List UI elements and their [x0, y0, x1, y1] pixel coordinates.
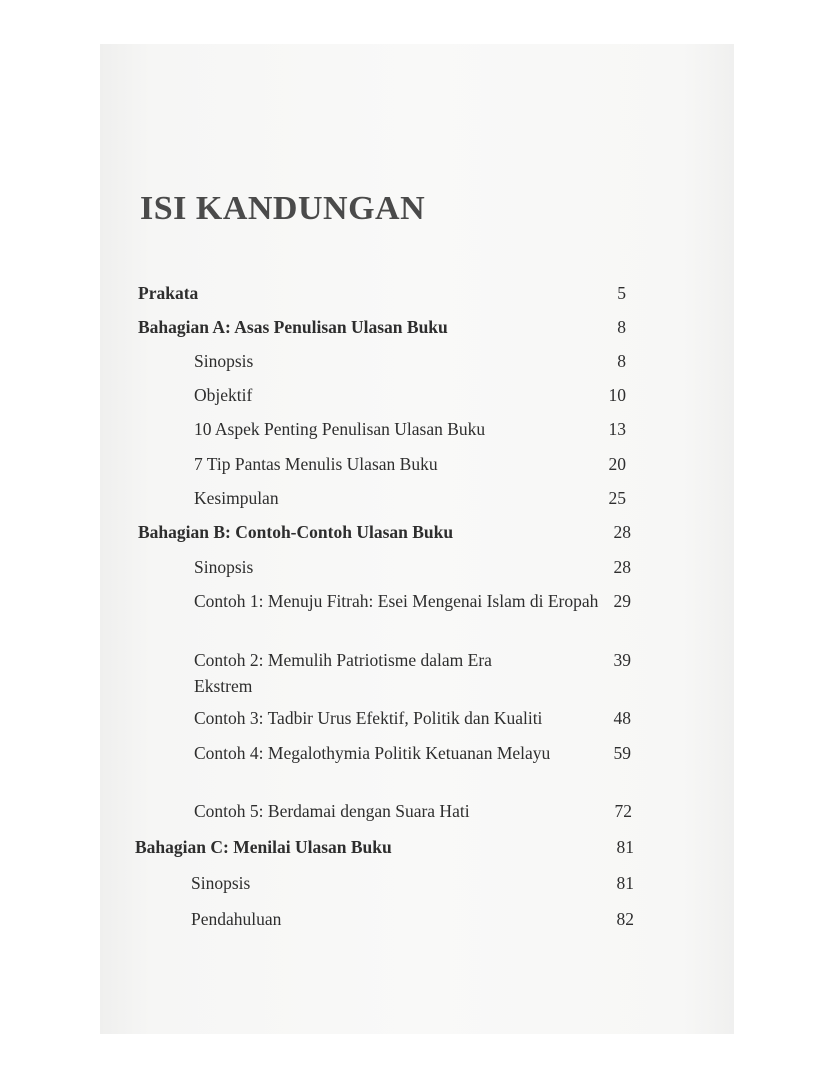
toc-entry-label: Objektif: [194, 385, 253, 405]
toc-entry-page: 29: [613, 591, 631, 611]
toc-entry-label: Contoh 3: Tadbir Urus Efektif, Politik dan Kualiti: [194, 708, 543, 728]
toc-entry-page: 8: [617, 317, 626, 337]
toc-entry-label: Kesimpulan: [194, 488, 279, 508]
toc-entry-page: 82: [616, 909, 634, 929]
toc-entry-page: 13: [608, 419, 626, 439]
toc-entry-label: Sinopsis: [191, 873, 251, 893]
toc-entry-label: Pendahuluan: [191, 909, 282, 929]
toc-entry-page: 39: [613, 650, 631, 670]
toc-entry-label: Contoh 2: Memulih Patriotisme dalam Era Ekstrem: [194, 650, 492, 696]
toc-entry-label: 7 Tip Pantas Menulis Ulasan Buku: [194, 454, 438, 474]
toc-entry-page: 10: [608, 385, 626, 405]
toc-entry-label: 10 Aspek Penting Penulisan Ulasan Buku: [194, 419, 486, 439]
toc-entry-page: 20: [608, 454, 626, 474]
toc-entry-page: 59: [613, 743, 631, 763]
page-title: ISI KANDUNGAN: [140, 190, 426, 227]
toc-entry-label: Bahagian C: Menilai Ulasan Buku: [135, 837, 392, 857]
toc-entry-page: 81: [616, 873, 634, 893]
toc-entry-page: 25: [608, 488, 626, 508]
toc-entry-page: 48: [613, 708, 631, 728]
toc-entry-page: 72: [614, 801, 632, 821]
toc-entry-page: 28: [613, 557, 631, 577]
toc-entry-label: Sinopsis: [194, 351, 254, 371]
toc-entry-page: 28: [613, 522, 631, 542]
toc-entry-page: 5: [617, 283, 626, 303]
toc-entry-page: 8: [617, 351, 626, 371]
toc-entry-label: Bahagian B: Contoh-Contoh Ulasan Buku: [138, 522, 454, 542]
toc-entry-page: 81: [616, 837, 634, 857]
toc-entry-label: Sinopsis: [194, 557, 254, 577]
toc-entry-label: Bahagian A: Asas Penulisan Ulasan Buku: [138, 317, 448, 337]
toc-entry-label: Contoh 1: Menuju Fitrah: Esei Mengenai Islam di Eropah: [194, 591, 599, 611]
toc-entry-label: Contoh 4: Megalothymia Politik Ketuanan Melayu: [194, 743, 551, 763]
toc-entry-label: Prakata: [138, 283, 199, 303]
toc-entry-label: Contoh 5: Berdamai dengan Suara Hati: [194, 801, 470, 821]
